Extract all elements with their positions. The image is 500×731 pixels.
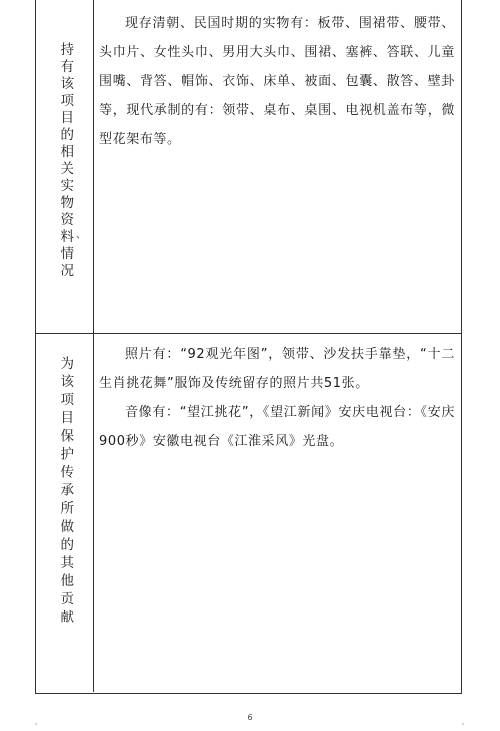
photos-text: 照片有：“92观光年图”，领带、沙发扶手靠垫，“十二生肖挑花舞”服饰及传统留存的照片共51张。 bbox=[99, 347, 455, 391]
row-label-cell bbox=[36, 42, 93, 280]
row-content-cell bbox=[99, 340, 455, 456]
row-label-other-contributions: 为该项目保护传承所做的其他贡献 bbox=[57, 356, 74, 628]
column-divider bbox=[93, 334, 94, 692]
row-content-cell bbox=[99, 9, 455, 154]
label-punctuation-mark: 、 bbox=[76, 230, 86, 241]
physical-materials-text: 现存清朝、民国时期的实物有：板带、围裙带、腰带、头巾片、女性头巾、男用大头巾、围裙、塞裤、答联、儿童围嘴、背答、帽饰、衣饰、床单、被面、包囊、散答、壁卦等，现代承制的有：领带、桌布、桌围、电视机盖布等，微型花架布等。 bbox=[99, 16, 455, 147]
audio-video-text: 音像有：“望江挑花”，《望江新闻》安庆电视台：《安庆900秒》安徽电视台《江淮采风》光盘。 bbox=[99, 405, 455, 449]
column-divider bbox=[93, 0, 94, 333]
info-table bbox=[35, 0, 462, 694]
row-label-physical-materials: 持有该项目的相关实物资料情况 bbox=[57, 42, 74, 280]
margin-mark-right: ' bbox=[462, 722, 465, 731]
page-number: 6 bbox=[247, 713, 253, 722]
margin-mark-left: ' bbox=[35, 722, 38, 731]
row-label-cell bbox=[36, 356, 93, 628]
table-row-physical-materials bbox=[36, 0, 461, 334]
table-row-other-contributions bbox=[36, 334, 461, 692]
